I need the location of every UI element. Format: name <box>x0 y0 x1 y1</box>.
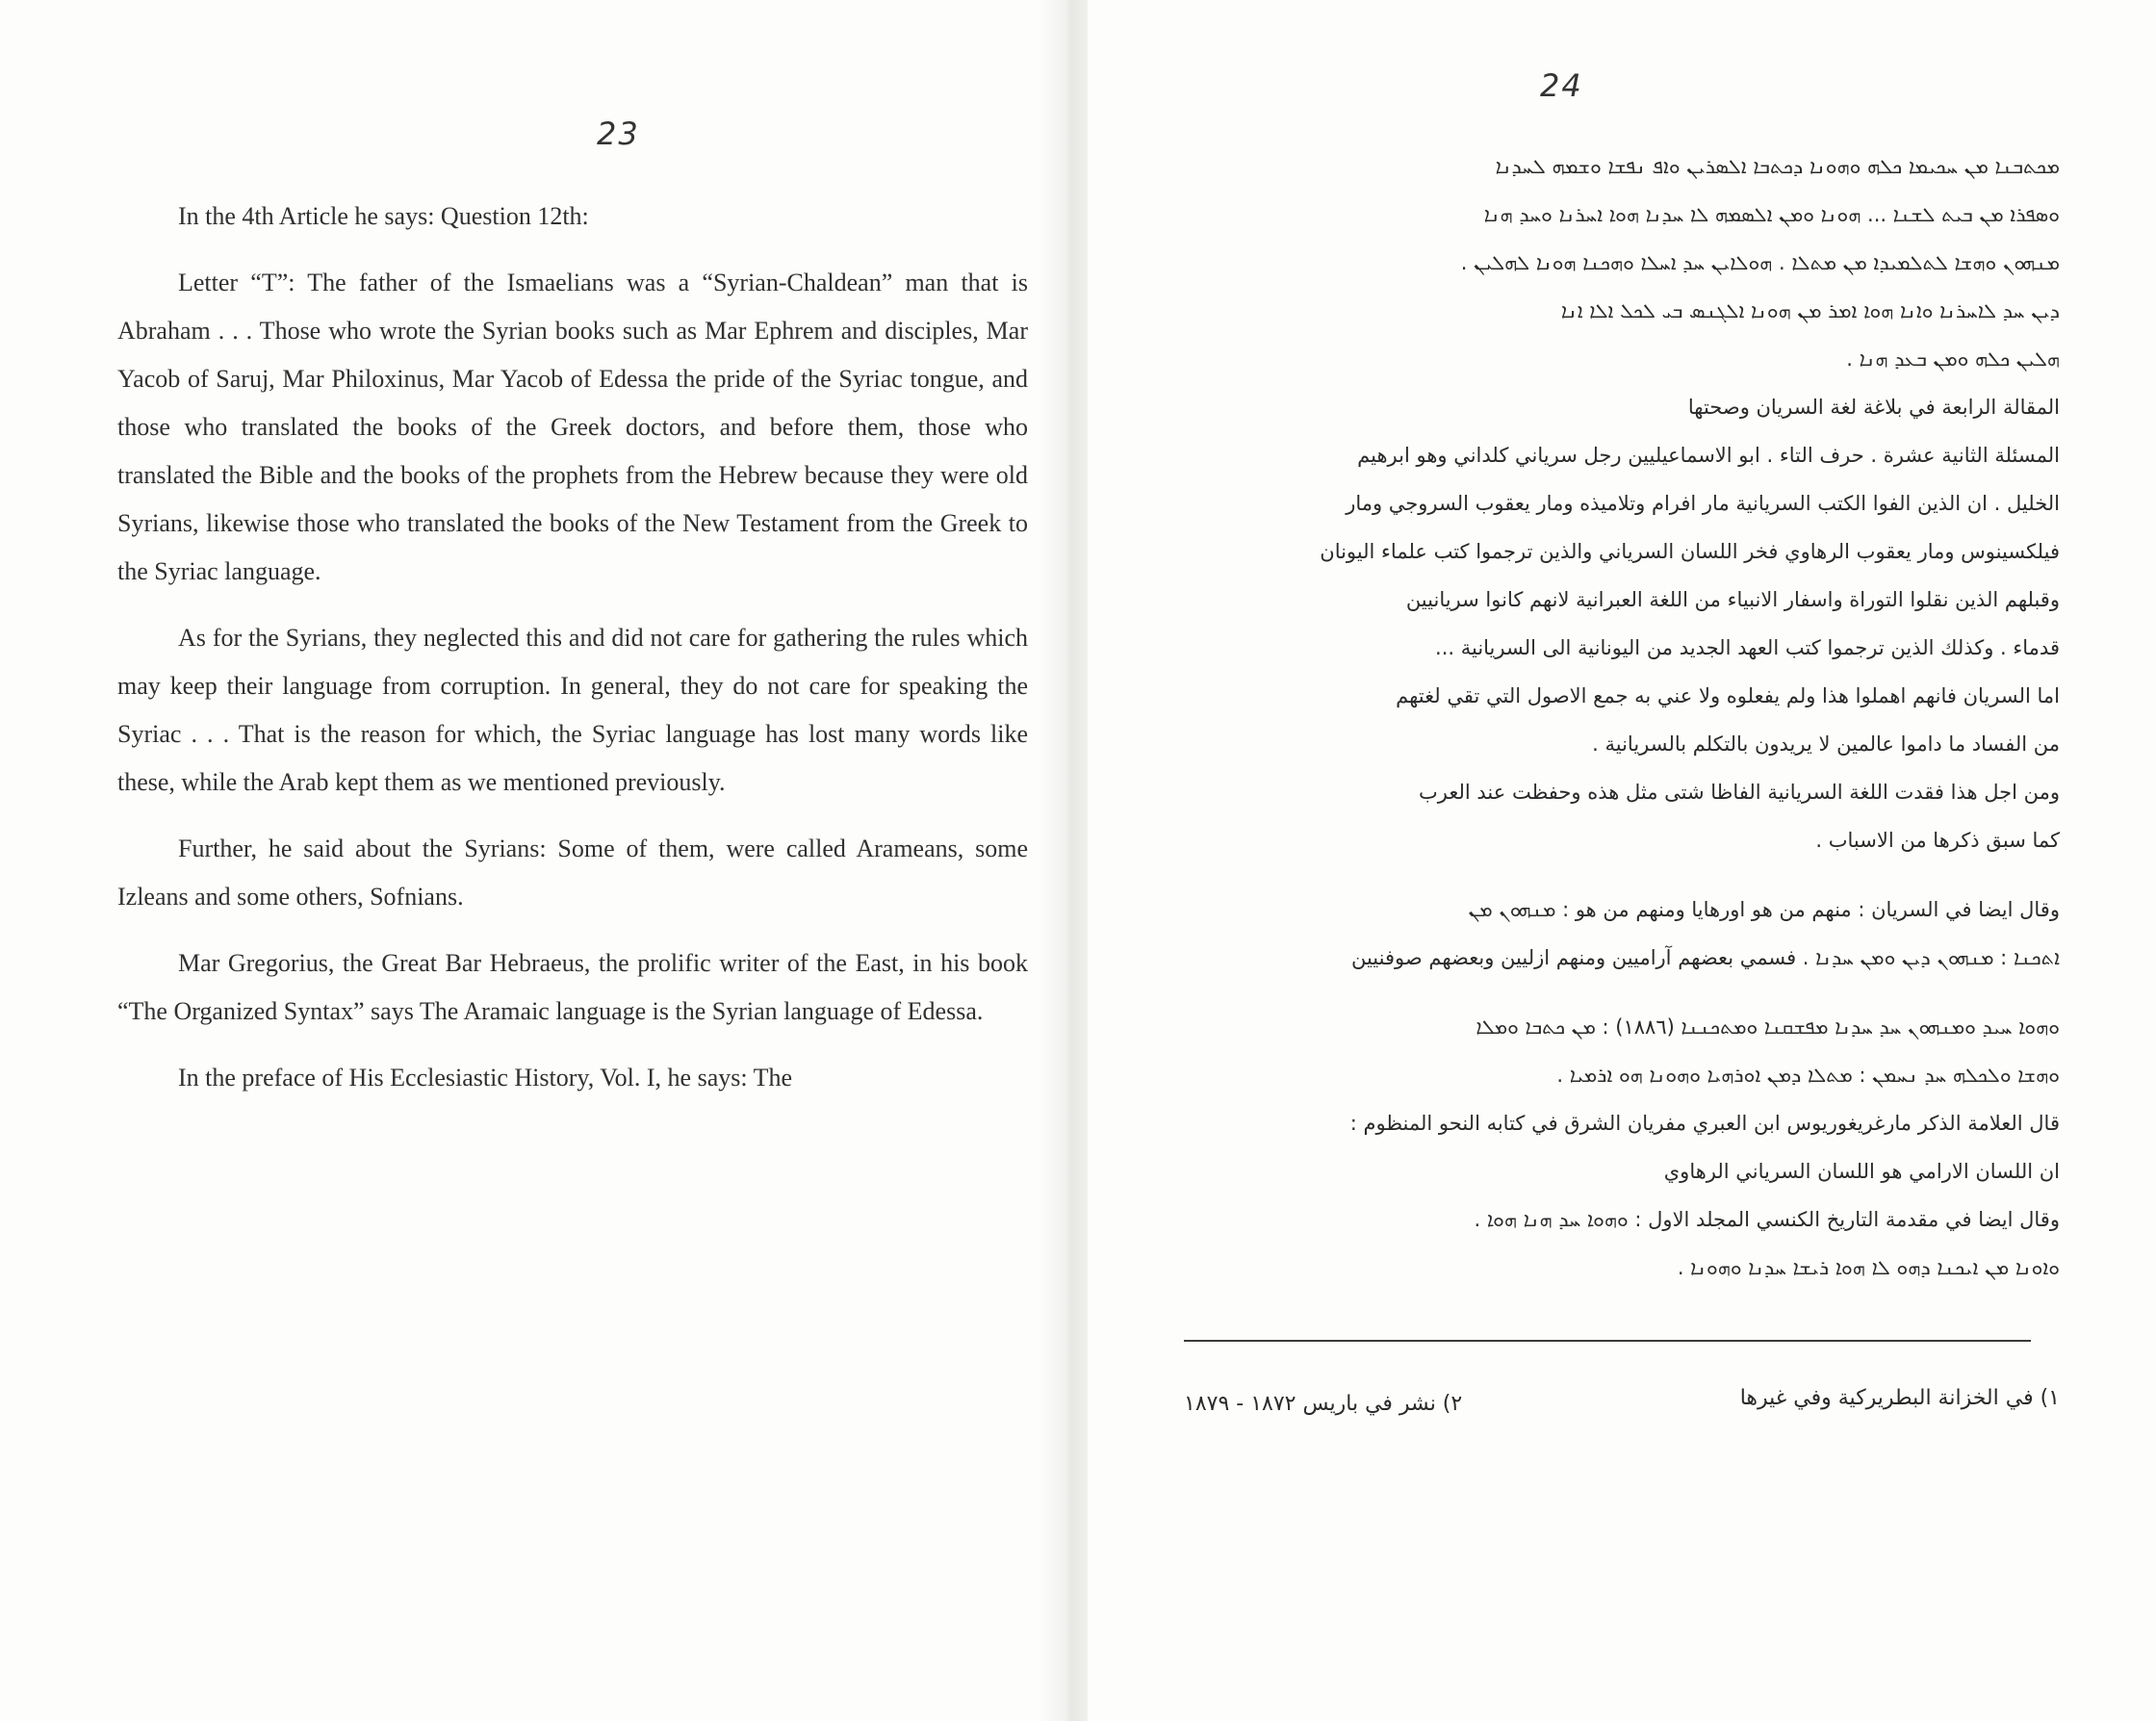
paragraph: Mar Gregorius, the Great Bar Hebraeus, the prolific writer of the East, in his book “The Organized Syntax” says The Aramaic language is the Syrian language of Edessa. <box>117 949 1028 1025</box>
footnote: ١) في الخزانة البطريركية وفي غيرها <box>1739 1386 2060 1410</box>
paragraph: In the preface of His Ecclesiastic History, Vol. I, he says: The <box>178 1064 793 1092</box>
left-page <box>0 0 1068 1721</box>
handwritten-line: ܘܗܫܐ ܘܠܟܠܗ ܚܕ ܢܚܡܢ : ܡܬܠܐ ܕܡܢ ܐܘܪܗܝܐ ܘܗܘܢܐ ܗܘ ܐܪܡܝܐ . <box>1556 1064 2060 1087</box>
handwritten-line: ܡܟܬܒܢܐ ܡܢ ܚܟܝܡܐ ܟܠܗ ܘܗܘܢܐ ܕܟܬܒܐ ܐܠܣܪܝܢ ܘܐܦ ܢܦܫܐ ܘܫܡܗ ܠܚܕܢܐ <box>1495 155 2060 178</box>
handwritten-line: ܘܗܘܐ ܚܝܕ ܘܡܢܗܘܢ ܚܕ ܚܕܢܐ ܡܦܫܩܢܐ ܘܡܬܟܢܢܐ (١٨٨٦) : ܡܢ ܟܬܒܐ ܘܡܠܐ <box>1476 1015 2060 1039</box>
handwritten-line: وقال ايضا في مقدمة التاريخ الكنسي المجلد الاول : ܘܗܘܐ ܚܕ ܗܢܐ ܗܘܐ . <box>1474 1208 2060 1231</box>
handwritten-line: اما السريان فانهم اهملوا هذا ولم يفعلوه ولا عني به جمع الاصول التي تقي لغتهم <box>1396 684 2060 707</box>
footnote-divider <box>1184 1340 2031 1342</box>
paragraph: Letter “T”: The father of the Ismaelians was a “Syrian-Chaldean” man that is Abraham . . . Those who wrote the Syrian books such as Mar Ephrem and disciples, Mar Yacob of Saruj, Mar Philoxinus, Mar Yacob of Edessa the pride of the Syriac tongue, and those who translated the books of the Greek doctors, and before them, those who translated the Bible and the books of the prophets from the Hebrew because they were old Syrians, likewise those who translated the books of the New Testament from the Greek to the Syriac language. <box>117 269 1028 585</box>
handwritten-line: ܘܐܘܢܐ ܡܢ ܐܝܟܢܐ ܕܗܘ ܠܐ ܗܘܐ ܪܝܫܐ ܚܕܢܐ ܘܗܘܢܐ . <box>1677 1256 2060 1279</box>
footnote: ٢) نشر في باريس ١٨٧٢ - ١٨٧٩ <box>1184 1392 1463 1416</box>
handwritten-line: كما سبق ذكرها من الاسباب . <box>1815 829 2060 852</box>
handwritten-line: ܘܣܦܪܐ ܡܢ ܒܝܬ ܠܫܢܐ ... ܗܘܢܐ ܘܡܢ ܐܠܣܡܗ ܠܐ ܚܕܢܐ ܗܘܐ ܐܚܪܢܐ ܘܚܕ ܗܢܐ <box>1483 203 2060 226</box>
handwritten-line: ܐܬܟܢܐ : ܡܢܗܘܢ ܕܝܢ ܘܡܢ ܚܕܢܐ . فسمي بعضهم آراميين ومنهم ازليين وبعضهم صوفنيين <box>1350 946 2060 969</box>
handwritten-line: الخليل . ان الذين الفوا الكتب السريانية مار افرام وتلاميذه ومار يعقوب السروجي ومار <box>1346 492 2060 515</box>
left-page-number: 23 <box>597 116 640 152</box>
handwritten-line: قال العلامة الذكر مارغريغوريوس ابن العبري مفريان الشرق في كتابه النحو المنظوم : <box>1349 1112 2060 1135</box>
handwritten-line: ومن اجل هذا فقدت اللغة السريانية الفاظا شتى مثل هذه وحفظت عند العرب <box>1419 781 2060 804</box>
handwritten-line: ܡܢܗܘܢ ܘܗܫܐ ܠܬܠܡܝܕܐ ܡܢ ܡܬܠܐ . ܗܘܠܐܝܢ ܚܕ ܐܚܠܐ ܘܗܟܢܐ ܗܘܢܐ ܠܗܠܝܢ . <box>1460 251 2060 274</box>
paragraph: As for the Syrians, they neglected this and did not care for gathering the rules which may keep their language from corruption. In general, they do not care for speaking the Syriac . . . That is the reason for which, the Syriac language has lost many words like these, while the Arab kept them as we mentioned previously. <box>117 624 1028 796</box>
right-page <box>1088 0 2156 1721</box>
handwritten-line: المسئلة الثانية عشرة . حرف التاء . ابو الاسماعيليين رجل سرياني كلداني وهو ابرهيم <box>1357 444 2060 467</box>
handwritten-line: ان اللسان الارامي هو اللسان السرياني الرهاوي <box>1663 1160 2060 1183</box>
paragraph-gap <box>1155 982 2060 1003</box>
handwritten-line: من الفساد ما داموا عالمين لا يريدون بالتكلم بالسريانية . <box>1592 732 2060 756</box>
right-page-number: 24 <box>1540 67 1583 104</box>
handwritten-line: وقبلهم الذين نقلوا التوراة واسفار الانبياء من اللغة العبرانية لانهم كانوا سريانيين <box>1405 588 2060 611</box>
handwritten-line: ܗܠܝܢ ܟܠܗ ܘܡܢ ܒܥܕ ܗܢܐ . <box>1846 347 2060 371</box>
handwritten-line: وقال ايضا في السريان : منهم من هو اورهايا ومنهم من هو : ܡܢܗܘܢ ܡܢ <box>1468 898 2060 921</box>
right-page-handwritten-body <box>1155 142 2060 1292</box>
paragraph-gap <box>1155 864 2060 886</box>
paragraph: In the 4th Article he says: Question 12th: <box>178 202 589 230</box>
handwritten-line: فيلكسينوس ومار يعقوب الرهاوي فخر اللسان السرياني والذين ترجموا كتب علماء اليونان <box>1320 540 2060 563</box>
handwritten-line: المقالة الرابعة في بلاغة لغة السريان وصحتها <box>1687 396 2060 419</box>
handwritten-line: ܕܝܢ ܚܕ ܠܐܚܪܢܐ ܘܐܢܐ ܗܘܐ ܐܡܪ ܡܢ ܗܘܢܐ ܐܠܓܢܣ ܒܝ ܠܟܠ ܐܠܐ ܐܢܐ <box>1560 299 2060 322</box>
paragraph: Further, he said about the Syrians: Some of them, were called Arameans, some Izleans and some others, Sofnians. <box>117 835 1028 911</box>
left-page-body <box>117 193 1028 1120</box>
handwritten-line: قدماء . وكذلك الذين ترجموا كتب العهد الجديد من اليونانية الى السريانية ... <box>1435 636 2060 659</box>
